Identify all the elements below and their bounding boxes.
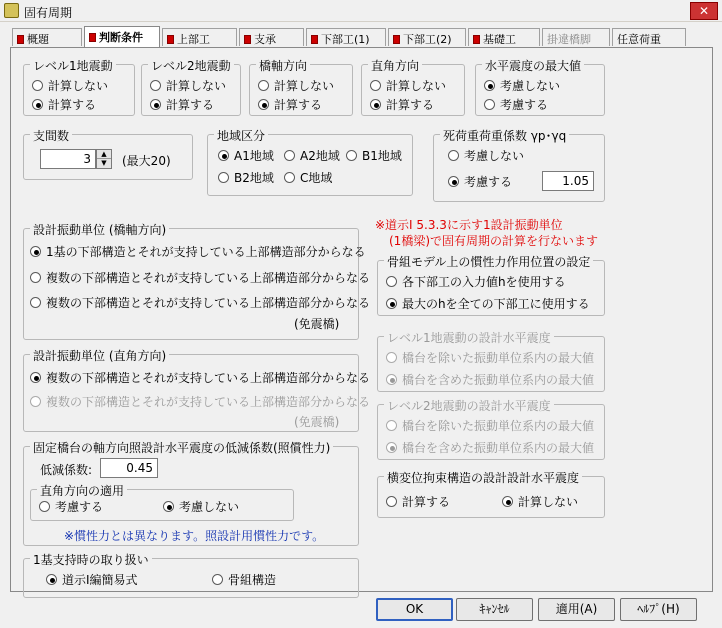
tab-superstructure[interactable]: 上部工 [162,28,237,46]
tab-flag-icon [89,33,96,42]
unit-perp-isolated-radio: 複数の下部構造とそれが支持している上部構造部分からなる [30,395,370,409]
tab-substructure-2[interactable]: 下部工(2) [388,28,466,46]
l1-exclude-abutment-radio: 橋台を除いた振動単位系内の最大値 [386,351,594,365]
region-b1-radio[interactable]: B1地域 [346,149,402,163]
dead-load-factor-input[interactable]: 1.05 [542,171,594,191]
spin-down-icon[interactable]: ▼ [101,159,107,167]
level1-calc-radio[interactable]: 計算する [32,98,96,112]
tab-flag-icon [167,35,174,44]
tab-page-judgement [10,47,713,592]
close-button[interactable]: ✕ [690,2,718,20]
horizontal-max-group: 水平震度の最大値 考慮しない 考慮する [475,64,605,116]
region-b2-radio[interactable]: B2地域 [218,171,274,185]
l1-include-abutment-radio: 橋台を含めた振動単位系内の最大値 [386,373,594,387]
level2-calc-radio[interactable]: 計算する [150,98,214,112]
tab-flag-icon [17,35,24,44]
unit-axis-isolated-radio[interactable]: 複数の下部構造とそれが支持している上部構造部分からなる [30,296,370,310]
span-count-max-label: (最大20) [122,154,171,168]
reduction-factor-label: 低減係数: [40,463,93,477]
title-bar [0,0,722,22]
tab-overview[interactable]: 概題 [12,28,82,46]
perpendicular-no-calc-radio[interactable]: 計算しない [370,79,446,93]
level2-no-calc-radio[interactable]: 計算しない [150,79,226,93]
tab-bearing[interactable]: 支承 [239,28,304,46]
lateral-restraint-group: 横変位拘束構造の設計設計水平震度 計算する 計算しない [377,476,605,518]
perp-apply-group: 直角方向の適用 考慮する 考慮しない [30,489,294,521]
apply-button[interactable]: 適用(A) [538,598,615,621]
region-group: 地域区分 A1地域 A2地域 B1地域 B2地域 C地域 [207,134,413,196]
level2-group: レベル2地震動 計算しない 計算する [141,64,241,116]
ok-button[interactable]: OK [376,598,453,621]
l1-horizontal-group: レベル1地震動の設計水平震度 橋台を除いた振動単位系内の最大値 橋台を含めた振動単位系内の最大値 [377,336,605,392]
bridge-axis-no-calc-radio[interactable]: 計算しない [258,79,334,93]
tab-flag-icon [393,35,400,44]
unit-perp-isolated-suffix: (免震橋) [294,415,340,429]
horizontal-max-consider-radio[interactable]: 考慮する [484,98,548,112]
app-icon [4,3,19,18]
single-support-simple-radio[interactable]: 道示Ⅰ編簡易式 [46,573,138,587]
note-red-line1: ※道示Ⅰ 5.3.3に示す1設計振動単位 [375,218,563,232]
perp-apply-ignore-radio[interactable]: 考慮しない [163,500,239,514]
bridge-axis-calc-radio[interactable]: 計算する [258,98,322,112]
perpendicular-calc-radio[interactable]: 計算する [370,98,434,112]
l2-exclude-abutment-radio: 橋台を除いた振動単位系内の最大値 [386,419,594,433]
unit-axis-single-radio[interactable]: 1基の下部構造とそれが支持している上部構造部分からなる [30,245,366,259]
level1-no-calc-radio[interactable]: 計算しない [32,79,108,93]
bridge-axis-group: 橋軸方向 計算しない 計算する [249,64,353,116]
region-a1-radio[interactable]: A1地域 [218,149,274,163]
fixed-bearing-group: 固定橋台の軸方向照設計水平震度の低減係数(照償性力) 低減係数: 0.45 直角方向の適用 考慮する 考慮しない ※慣性力とは異なります。照設計用慣性力です。 [23,446,359,546]
spin-up-icon[interactable]: ▲ [97,150,111,159]
tab-substructure-1[interactable]: 下部工(1) [306,28,386,46]
span-count-input[interactable]: 3 [40,149,96,169]
perp-apply-consider-radio[interactable]: 考慮する [39,500,103,514]
dialog-client [0,22,722,628]
inertia-each-h-radio[interactable]: 各下部工の入力値hを使用する [386,275,566,289]
reduction-factor-input[interactable]: 0.45 [100,458,158,478]
dead-load-group: 死荷重荷重係数 γp･γq 考慮しない 考慮する 1.05 [433,134,605,202]
dead-load-consider-radio[interactable]: 考慮する [448,175,512,189]
note-red-line2: (1橋梁)で固有周期の計算を行ないます [389,234,598,248]
tab-flag-icon [473,35,480,44]
inertia-max-h-radio[interactable]: 最大のhを全ての下部工に使用する [386,297,590,311]
inertia-position-group: 骨組モデル上の慣性力作用位置の設定 各下部工の入力値hを使用する 最大のhを全ての下部工に使用する [377,260,605,316]
lateral-restraint-no-calc-radio[interactable]: 計算しない [502,495,578,509]
region-a2-radio[interactable]: A2地域 [284,149,340,163]
horizontal-max-ignore-radio[interactable]: 考慮しない [484,79,560,93]
l2-include-abutment-radio: 橋台を含めた振動単位系内の最大値 [386,441,594,455]
tab-offset-pier: 掛違橋脚 [542,28,610,46]
window-title: 固有周期 [24,6,73,20]
l2-horizontal-group: レベル2地震動の設計水平震度 橋台を除いた振動単位系内の最大値 橋台を含めた振動単位系内の最大値 [377,404,605,460]
dead-load-ignore-radio[interactable]: 考慮しない [448,149,524,163]
span-count-group: 支間数 3 ▲ ▼ (最大20) [23,134,193,180]
perpendicular-group: 直角方向 計算しない 計算する [361,64,465,116]
tab-foundation[interactable]: 基礎工 [468,28,540,46]
lateral-restraint-calc-radio[interactable]: 計算する [386,495,450,509]
single-support-group: 1基支持時の取り扱い 道示Ⅰ編簡易式 骨組構造 [23,558,359,598]
cancel-button[interactable]: ｷｬﾝｾﾙ [456,598,533,621]
inertia-note: ※慣性力とは異なります。照設計用慣性力です。 [64,529,325,543]
unit-perp-group: 設計振動単位 (直角方向) 複数の下部構造とそれが支持している上部構造部分からなる 複数の下部構造とそれが支持している上部構造部分からなる (免震橋) [23,354,359,432]
tab-judgement[interactable]: 判断条件 [84,26,160,47]
level1-group: レベル1地震動 計算しない 計算する [23,64,135,116]
tab-flag-icon [244,35,251,44]
span-count-spinner[interactable] [96,149,112,169]
single-support-frame-radio[interactable]: 骨組構造 [212,573,276,587]
tab-flag-icon [311,35,318,44]
help-button[interactable]: ﾍﾙﾌﾟ(H) [620,598,697,621]
unit-axis-isolated-suffix: (免震橋) [294,317,340,331]
tab-arbitrary-load[interactable]: 任意荷重 [612,28,686,46]
region-c-radio[interactable]: C地域 [284,171,332,185]
unit-axis-group: 設計振動単位 (橋軸方向) 1基の下部構造とそれが支持している上部構造部分からなる 複数の下部構造とそれが支持している上部構造部分からなる 複数の下部構造とそれが支持している上部構造部分からなる (免震橋) [23,228,359,340]
unit-axis-multiple-radio[interactable]: 複数の下部構造とそれが支持している上部構造部分からなる [30,271,370,285]
unit-perp-multiple-radio[interactable]: 複数の下部構造とそれが支持している上部構造部分からなる [30,371,370,385]
